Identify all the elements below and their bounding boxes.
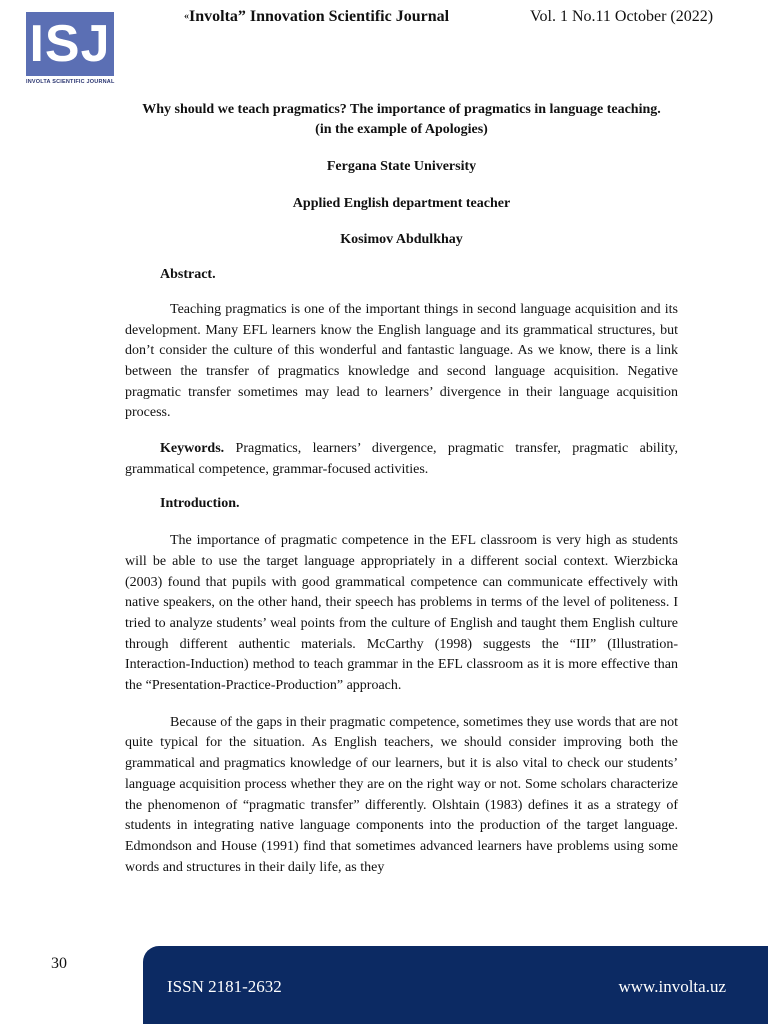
intro-paragraph: The importance of pragmatic competence in the EFL classroom is very high as students will be able to use the target language appropriately in a different social context. Wierzbicka (2003) found that pupils with good grammatical competence can communicate effectively with native speakers, on the other hand, their speech has problems in terms of the level of politeness. I tried to analyze students’ weal points from the culture of English and taught them English culture through different authentic materials. McCarthy (1998) suggests the “III” (Illustration- Interaction-Induction) method to teach grammar in the EFL classroom as it is more effective than the “Presentation-Practice-Production” approach. — [125, 533, 678, 694]
keywords-text: Pragmatics, learners’ divergence, pragmatic transfer, pragmatic ability, grammatical competence, grammar-focused activities. — [125, 441, 678, 477]
department: Applied English department teacher — [292, 195, 511, 211]
logo-letters: ISJ — [29, 15, 111, 73]
journal-logo — [26, 12, 116, 88]
journal-name — [184, 8, 449, 26]
page-number: 30 — [51, 955, 67, 972]
journal-open-quote: « — [184, 11, 189, 22]
website-link[interactable]: www.involta.uz — [618, 977, 726, 996]
author-name: Kosimov Abdulkhay — [340, 232, 463, 248]
keywords-label: Keywords. — [160, 441, 225, 457]
article-title: Why should we teach pragmatics? The importance of pragmatics in language teaching. (in the example of Apologies) — [142, 102, 661, 137]
keywords — [125, 439, 678, 480]
journal-name-text: Involta” Innovation Scientific Journal — [189, 8, 450, 25]
logo-caption: INVOLTA SCIENTIFIC JOURNAL — [26, 79, 115, 85]
abstract-heading: Abstract. — [160, 267, 216, 283]
article-body — [125, 96, 678, 878]
volume-info: Vol. 1 No.11 October (2022) — [530, 8, 714, 25]
abstract-text: Teaching pragmatics is one of the important things in second language acquisition and its development. Many EFL learners know the English language and its grammatical structures, but don’t consider the culture of this wonderful and fantastic language. As we know, there is a link between the transfer of pragmatics knowledge and second language acquisition. Negative pragmatic transfer sometimes may lead to learners’ divergence in their language acquisition process. — [125, 301, 678, 421]
issn: ISSN 2181-2632 — [167, 977, 282, 996]
logo-emblem — [26, 12, 114, 76]
intro-paragraph: Because of the gaps in their pragmatic competence, sometimes they use words that are not quite typical for the situation. As English teachers, we should consider improving both the grammatical and pragmatics knowledge of our learners, but it is also vital to check our students’ language acquisition process whether they are on the right way or not. Some scholars characterize the phenomenon of “pragmatic transfer” differently. Olshtain (1983) defines it as a strategy of students in integrating native language components into the production of the target language. Edmondson and House (1991) find that sometimes advanced learners have problems using some words and structures in their daily life, as they — [125, 714, 678, 875]
affiliation: Fergana State University — [326, 159, 477, 174]
introduction-heading: Introduction. — [160, 496, 240, 512]
footer-banner — [143, 946, 768, 1024]
